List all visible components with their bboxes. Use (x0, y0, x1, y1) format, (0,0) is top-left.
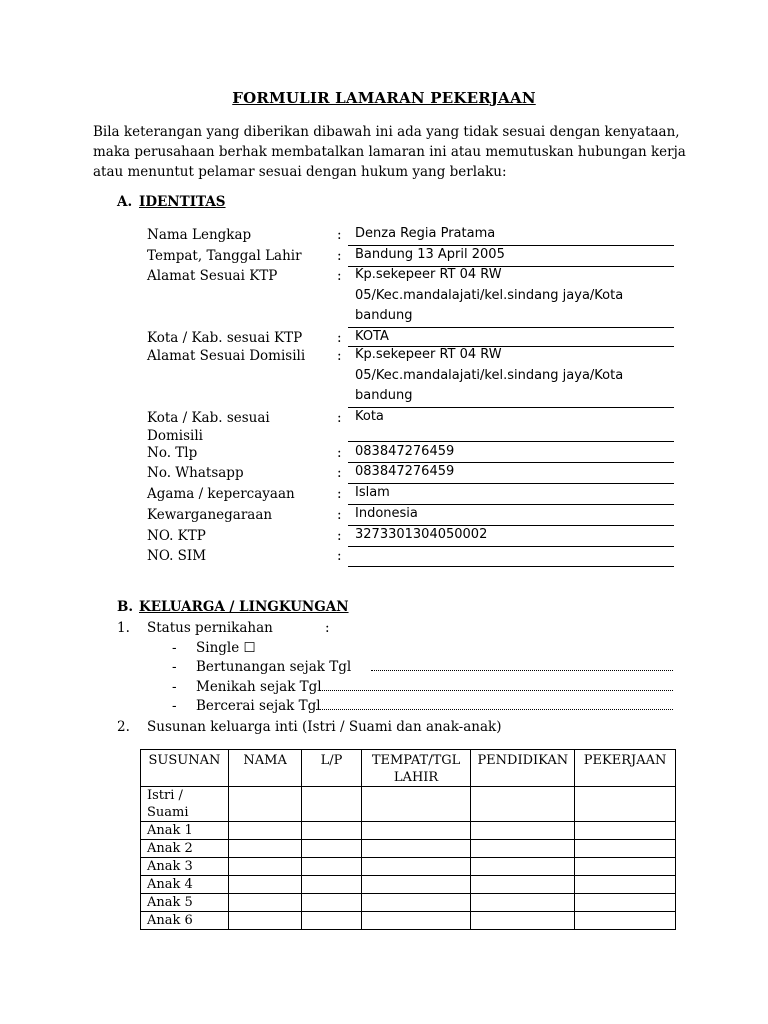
value-text: 05/Kec.mandalajati/kel.sindang jaya/Kota (355, 367, 624, 383)
header-susunan: SUSUNAN (141, 750, 229, 787)
value-text: 083847276459 (355, 464, 455, 479)
table-cell[interactable] (361, 787, 471, 822)
form-title: FORMULIR LAMARAN PEKERJAAN (232, 89, 536, 107)
table-header-row (141, 750, 676, 787)
field-value-ttl[interactable] (348, 245, 674, 266)
value-text: KOTA (355, 329, 389, 344)
value-text: Denza Regia Pratama (355, 226, 496, 241)
section-b-heading (117, 599, 349, 615)
field-label-kewarganegaraan: Kewarganegaraan (147, 507, 273, 523)
table-cell[interactable] (471, 876, 575, 894)
item-1-colon: : (325, 620, 330, 636)
field-value-alamat-domisili[interactable] (348, 345, 674, 407)
table-cell[interactable] (228, 787, 302, 822)
field-label-agama: Agama / kepercayaan (147, 486, 295, 502)
field-colon: : (337, 248, 342, 264)
table-cell[interactable] (302, 787, 361, 822)
section-a-number: A. (117, 194, 133, 210)
field-value-agama[interactable] (348, 483, 674, 504)
field-label-kota-ktp: Kota / Kab. sesuai KTP (147, 330, 303, 346)
row-label: Anak 1 (141, 822, 229, 840)
field-value-tlp[interactable] (348, 442, 674, 463)
field-colon: : (337, 330, 342, 346)
table-cell[interactable] (471, 858, 575, 876)
table-cell[interactable] (575, 840, 676, 858)
field-label-alamat-domisili: Alamat Sesuai Domisili (147, 348, 306, 364)
section-b-title: KELUARGA / LINGKUNGAN (139, 599, 349, 615)
option-menikah: Menikah sejak Tgl (196, 679, 322, 695)
field-colon: : (337, 507, 342, 523)
section-b-number: B. (117, 599, 134, 615)
field-colon: : (337, 268, 342, 284)
field-label-kota-domisili (147, 409, 270, 445)
label-line: Kota / Kab. sesuai (147, 410, 270, 426)
field-value-kota-domisili[interactable] (348, 407, 674, 428)
field-colon: : (337, 465, 342, 481)
table-cell[interactable] (228, 894, 302, 912)
field-value-nama[interactable] (348, 224, 674, 245)
field-value-ktp[interactable] (348, 525, 674, 546)
value-text: 05/Kec.mandalajati/kel.sindang jaya/Kota (355, 287, 624, 303)
intro-paragraph (93, 122, 686, 182)
underline (348, 546, 674, 547)
field-colon: : (337, 348, 342, 364)
field-value-kewarganegaraan[interactable] (348, 504, 674, 525)
row-label: Anak 5 (141, 894, 229, 912)
table-cell[interactable] (228, 912, 302, 930)
field-value-whatsapp[interactable] (348, 462, 674, 483)
table-cell[interactable] (302, 858, 361, 876)
value-text: Bandung 13 April 2005 (355, 247, 505, 262)
table-cell[interactable] (575, 858, 676, 876)
header-pekerjaan: PEKERJAAN (575, 750, 676, 787)
table-row (141, 840, 676, 858)
table-cell[interactable] (471, 840, 575, 858)
table-cell[interactable] (471, 912, 575, 930)
value-text: 083847276459 (355, 444, 455, 459)
field-label-ttl: Tempat, Tanggal Lahir (147, 248, 302, 264)
table-row (141, 876, 676, 894)
value-text: bandung (355, 388, 413, 403)
field-value-alamat-ktp[interactable] (348, 265, 674, 327)
table-cell[interactable] (471, 787, 575, 822)
option-dash: - (172, 698, 177, 714)
row-label: Anak 6 (141, 912, 229, 930)
item-2-label: Susunan keluarga inti (Istri / Suami dan anak-anak) (147, 719, 502, 735)
table-cell[interactable] (228, 876, 302, 894)
option-dash: - (172, 659, 177, 675)
row-label: Anak 2 (141, 840, 229, 858)
intro-line: maka perusahaan berhak membatalkan lamaran ini atau memutuskan hubungan kerja (93, 144, 686, 160)
option-dash: - (172, 640, 177, 656)
value-text: Indonesia (355, 506, 418, 521)
table-cell[interactable] (302, 876, 361, 894)
underline (348, 566, 674, 567)
header-lp: L/P (302, 750, 361, 787)
option-dash: - (172, 679, 177, 695)
item-2-number: 2. (117, 719, 130, 735)
field-label-ktp: NO. KTP (147, 528, 206, 544)
field-colon: : (337, 548, 342, 564)
field-colon: : (337, 445, 342, 461)
field-label-tlp: No. Tlp (147, 445, 198, 461)
family-table (140, 749, 676, 930)
table-row (141, 822, 676, 840)
header-pendidikan: PENDIDIKAN (471, 750, 575, 787)
field-label-nama: Nama Lengkap (147, 227, 252, 243)
item-1-label: Status pernikahan (147, 620, 273, 636)
value-text: Kota (355, 409, 384, 424)
table-cell[interactable] (361, 840, 471, 858)
value-text: Kp.sekepeer RT 04 RW (355, 267, 502, 282)
table-cell[interactable] (575, 822, 676, 840)
row-label: Istri / Suami (141, 787, 229, 822)
table-cell[interactable] (361, 894, 471, 912)
value-text: 3273301304050002 (355, 527, 488, 542)
value-text: Kp.sekepeer RT 04 RW (355, 347, 502, 362)
intro-line: Bila keterangan yang diberikan dibawah ini ada yang tidak sesuai dengan kenyataan, (93, 124, 680, 140)
table-cell[interactable] (471, 894, 575, 912)
table-cell[interactable] (575, 894, 676, 912)
date-fill-line[interactable] (316, 709, 673, 710)
table-cell[interactable] (361, 822, 471, 840)
value-text: Islam (355, 485, 390, 500)
field-colon: : (337, 528, 342, 544)
field-colon: : (337, 486, 342, 502)
row-label: Anak 3 (141, 858, 229, 876)
table-cell[interactable] (361, 876, 471, 894)
table-cell[interactable] (302, 912, 361, 930)
date-fill-line[interactable] (320, 690, 673, 691)
table-cell[interactable] (471, 822, 575, 840)
option-bertunangan: Bertunangan sejak Tgl (196, 659, 352, 675)
header-nama: NAMA (228, 750, 302, 787)
section-a-title: IDENTITAS (139, 194, 226, 210)
table-cell[interactable] (228, 822, 302, 840)
table-row (141, 912, 676, 930)
field-label-sim: NO. SIM (147, 548, 207, 564)
table-cell[interactable] (361, 858, 471, 876)
field-label-alamat-ktp: Alamat Sesuai KTP (147, 268, 278, 284)
field-colon: : (337, 227, 342, 243)
table-cell[interactable] (302, 894, 361, 912)
date-fill-line[interactable] (371, 670, 673, 671)
table-cell[interactable] (228, 840, 302, 858)
table-cell[interactable] (228, 858, 302, 876)
table-cell[interactable] (575, 876, 676, 894)
table-cell[interactable] (575, 787, 676, 822)
table-cell[interactable] (361, 912, 471, 930)
row-label: Anak 4 (141, 876, 229, 894)
field-colon: : (337, 410, 342, 426)
header-tempat-tgl-lahir: TEMPAT/TGL LAHIR (361, 750, 471, 787)
field-label-whatsapp: No. Whatsapp (147, 465, 244, 481)
section-a-heading (117, 194, 226, 210)
table-cell[interactable] (575, 912, 676, 930)
table-cell[interactable] (302, 822, 361, 840)
item-1-number: 1. (117, 620, 130, 636)
table-row (141, 787, 676, 822)
label-line: Domisili (147, 428, 203, 444)
table-row (141, 858, 676, 876)
value-text: bandung (355, 308, 413, 323)
option-bercerai: Bercerai sejak Tgl (196, 698, 321, 714)
table-cell[interactable] (302, 840, 361, 858)
option-single[interactable]: Single ☐ (196, 640, 256, 656)
intro-line: atau menuntut pelamar sesuai dengan hukum yang berlaku: (93, 164, 507, 180)
table-row (141, 894, 676, 912)
